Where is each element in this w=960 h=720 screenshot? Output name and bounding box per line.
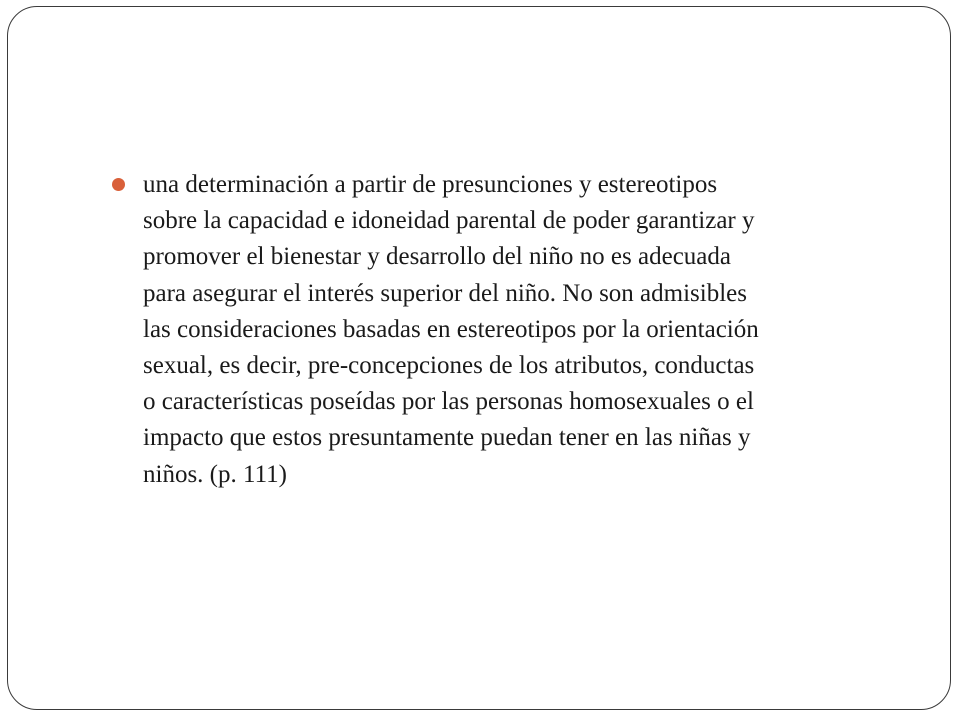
text-line-8: impacto que estos presuntamente puedan tener en las niñas y xyxy=(143,424,751,452)
text-line-9: niños. (p. 111) xyxy=(143,460,287,488)
text-line-4: para asegurar el interés superior del niño. No son admisibles xyxy=(143,279,747,307)
text-line-7: o características poseídas por las personas homosexuales o el xyxy=(143,388,754,416)
bullet-item xyxy=(106,167,926,493)
text-line-5: las consideraciones basadas en estereotipos por la orientación xyxy=(143,315,759,343)
text-line-6: sexual, es decir, pre-concepciones de los atributos, conductas xyxy=(143,352,755,380)
bullet-dot-icon xyxy=(112,178,125,191)
slide-frame xyxy=(7,6,951,710)
bullet-list xyxy=(106,167,926,493)
text-line-2: sobre la capacidad e idoneidad parental de poder garantizar y xyxy=(143,207,755,235)
text-line-1: una determinación a partir de presunciones y estereotipos xyxy=(143,171,718,198)
text-line-3: promover el bienestar y desarrollo del niño no es adecuada xyxy=(143,243,731,271)
